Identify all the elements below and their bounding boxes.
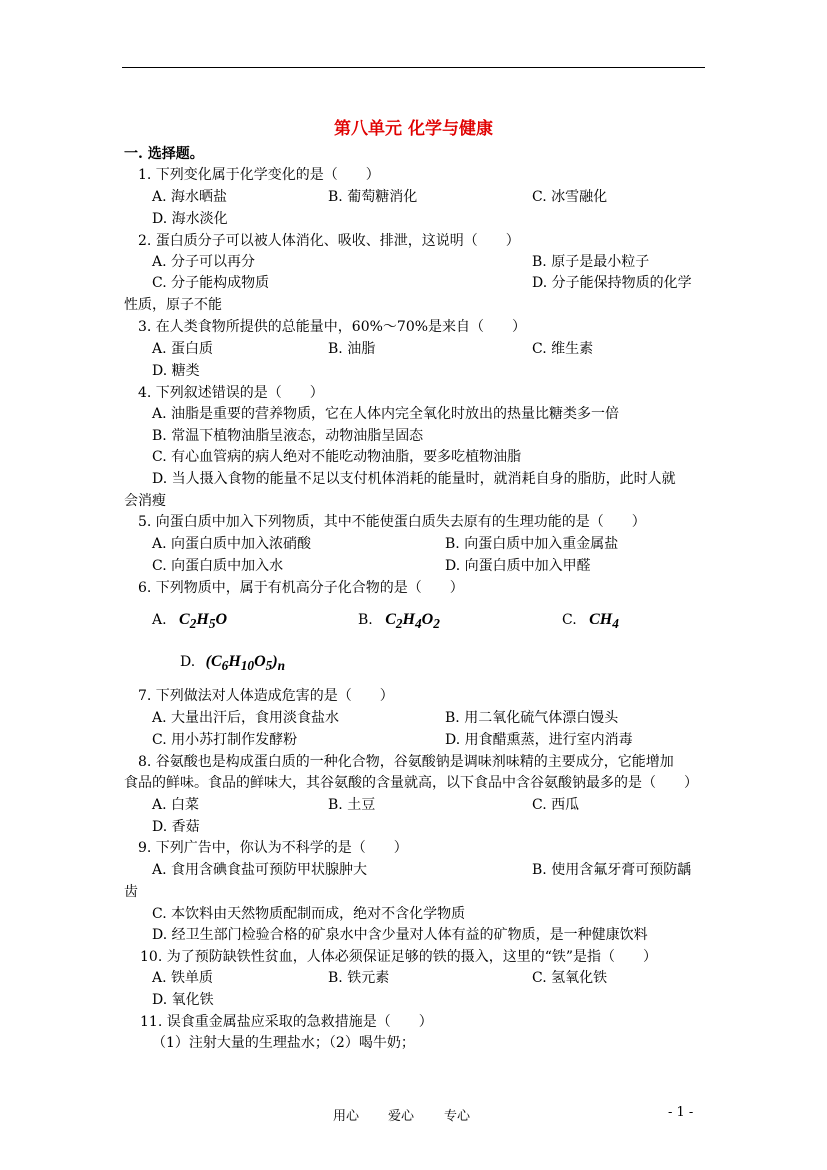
q1-option-c: C. 冰雪融化 (532, 189, 608, 205)
q9-option-a: A. 食用含碘食盐可预防甲状腺肿大 (152, 862, 368, 878)
q3-option-c: C. 维生素 (532, 341, 594, 357)
q10-stem: 10. 为了预防缺铁性贫血，人体必须保证足够的铁的摄入，这里的“铁”是指（ ） (140, 949, 658, 965)
q2-option-d-cont: 性质，原子不能 (124, 297, 222, 313)
q3-option-a: A. 蛋白质 (152, 341, 214, 357)
q8-stem: 8. 谷氨酸也是构成蛋白质的一种化合物，谷氨酸钠是调味剂味精的主要成分，它能增加 (138, 754, 674, 770)
q9-option-c: C. 本饮料由天然物质配制而成，绝对不含化学物质 (152, 906, 466, 922)
q2-stem: 2. 蛋白质分子可以被人体消化、吸收、排泄，这说明（ ） (138, 233, 520, 249)
q1-option-a: A. 海水晒盐 (152, 189, 228, 205)
q1-option-d: D. 海水淡化 (152, 211, 228, 227)
q6-option-b-label: B. (358, 612, 373, 628)
q7-option-d: D. 用食醋熏蒸，进行室内消毒 (445, 732, 633, 748)
q10-option-c: C. 氢氧化铁 (532, 970, 608, 986)
q6-option-c-label: C. (562, 612, 577, 628)
q6-option-a-label: A. (152, 612, 167, 628)
footer-text-3: 专心 (444, 1109, 471, 1124)
footer-text-1: 用心 (333, 1109, 360, 1124)
q8-option-a: A. 白菜 (152, 797, 200, 813)
footer-text-2: 爱心 (388, 1109, 415, 1124)
q3-stem: 3. 在人类食物所提供的总能量中，60%～70%是来自（ ） (138, 319, 527, 335)
q5-option-d: D. 向蛋白质中加入甲醛 (445, 558, 591, 574)
q9-option-b-cont: 齿 (124, 884, 138, 900)
page-number: - 1 - (668, 1105, 694, 1120)
q1-option-b: B. 葡萄糖消化 (328, 189, 418, 205)
q5-stem: 5. 向蛋白质中加入下列物质，其中不能使蛋白质失去原有的生理功能的是（ ） (138, 514, 646, 530)
q8-option-c: C. 西瓜 (532, 797, 580, 813)
q6-option-d: D. $(C_6H_{10}O_5)_n$ (180, 653, 286, 674)
q2-option-b: B. 原子是最小粒子 (532, 254, 650, 270)
q3-option-d: D. 糖类 (152, 363, 200, 379)
q8-stem-cont: 食品的鲜味。食品的鲜味大，其谷氨酸的含量就高，以下食品中含谷氨酸钠最多的是（ ） (124, 775, 698, 791)
q7-option-a: A. 大量出汗后，食用淡食盐水 (152, 710, 340, 726)
q9-option-d: D. 经卫生部门检验合格的矿泉水中含少量对人体有益的矿物质，是一种健康饮料 (152, 927, 648, 943)
q1-stem: 1. 下列变化属于化学变化的是（ ） (138, 167, 380, 183)
q4-stem: 4. 下列叙述错误的是（ ） (138, 385, 324, 401)
q2-option-d: D. 分子能保持物质的化学 (532, 275, 692, 291)
q10-option-d: D. 氧化铁 (152, 992, 214, 1008)
q11-stem: 11. 误食重金属盐应采取的急救措施是（ ） (140, 1014, 433, 1030)
q6-option-b: B. $C_2H_4O_2$ (358, 611, 440, 632)
q7-option-b: B. 用二氧化硫气体漂白馒头 (445, 710, 619, 726)
q6-stem: 6. 下列物质中，属于有机高分子化合物的是（ ） (138, 580, 464, 596)
q5-option-a: A. 向蛋白质中加入浓硝酸 (152, 536, 312, 552)
q10-option-b: B. 铁元素 (328, 970, 390, 986)
q10-option-a: A. 铁单质 (152, 970, 214, 986)
q4-option-c: C. 有心血管病的病人绝对不能吃动物油脂，要多吃植物油脂 (152, 449, 522, 465)
q4-option-d: D. 当人摄入食物的能量不足以支付机体消耗的能量时，就消耗自身的脂肪，此时人就 (152, 471, 676, 487)
q4-option-d-cont: 会消瘦 (124, 493, 166, 509)
q2-option-a: A. 分子可以再分 (152, 254, 256, 270)
q3-option-b: B. 油脂 (328, 341, 376, 357)
q8-option-d: D. 香菇 (152, 819, 200, 835)
section-heading: 一. 选择题。 (124, 146, 204, 162)
q7-option-c: C. 用小苏打制作发酵粉 (152, 732, 298, 748)
q4-option-b: B. 常温下植物油脂呈液态，动物油脂呈固态 (152, 428, 424, 444)
q9-option-b: B. 使用含氟牙膏可预防龋 (532, 862, 692, 878)
q6-option-c: C. $CH_4$ (562, 611, 619, 632)
q11-line2: （1）注射大量的生理盐水；（2）喝牛奶； (152, 1035, 415, 1051)
q8-option-b: B. 土豆 (328, 797, 376, 813)
header-rule (122, 67, 705, 68)
q6-option-d-label: D. (180, 654, 196, 670)
q6-option-a: A. $C_2H_5O$ (152, 611, 228, 632)
q4-option-a: A. 油脂是重要的营养物质，它在人体内完全氧化时放出的热量比糖类多一倍 (152, 406, 620, 422)
page-title: 第八单元 化学与健康 (334, 119, 493, 139)
q7-stem: 7. 下列做法对人体造成危害的是（ ） (138, 688, 394, 704)
q5-option-c: C. 向蛋白质中加入水 (152, 558, 284, 574)
q2-option-c: C. 分子能构成物质 (152, 275, 270, 291)
q5-option-b: B. 向蛋白质中加入重金属盐 (445, 536, 619, 552)
q9-stem: 9. 下列广告中，你认为不科学的是（ ） (138, 840, 408, 856)
